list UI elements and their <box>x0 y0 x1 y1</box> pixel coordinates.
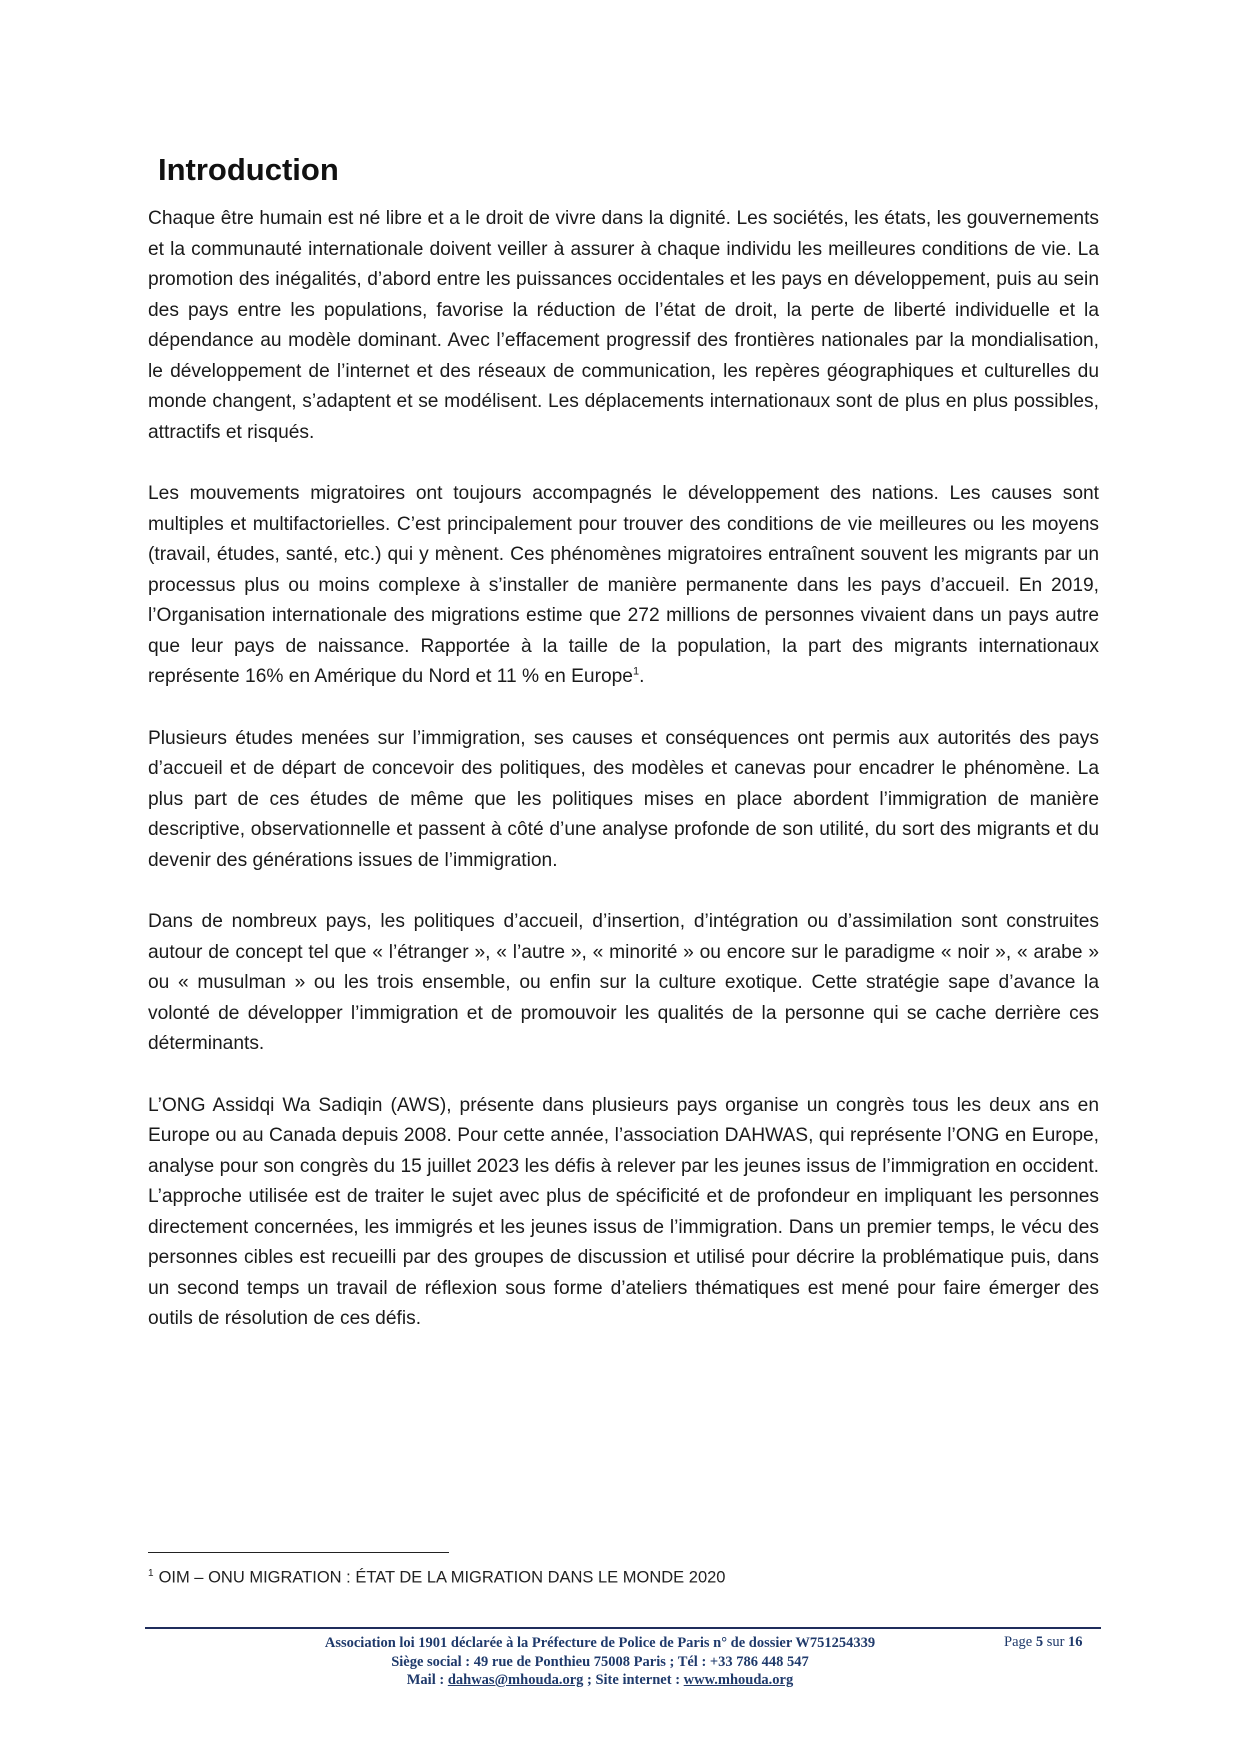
paragraph-3: Plusieurs études menées sur l’immigration, ses causes et conséquences ont permis aux autorités des pays d’accueil et de départ de concevoir des politiques, des modèles et canevas pour encadrer le phénomène. La plus part de ces études de même que les politiques mises en place abordent l’immigration de manière descriptive, observationnelle et passent à côté d’une analyse profonde de son utilité, du sort des migrants et du devenir des générations issues de l’immigration. <box>148 727 1099 871</box>
footnote-reference[interactable]: 1 <box>632 665 640 678</box>
page-footer <box>250 1634 950 1690</box>
current-page: 5 <box>1035 1634 1044 1650</box>
footer-association-line: Association loi 1901 déclarée à la Préfecture de Police de Paris n° de dossier W751254339 <box>324 1635 876 1651</box>
paragraph-2-end: . <box>639 666 645 687</box>
footer-divider <box>145 1627 1101 1629</box>
paragraph-2-text: Les mouvements migratoires ont toujours accompagnés le développement des nations. Les causes sont multiples et multifactorielles. C’est principalement pour trouver des conditions de vie meilleures ou les moyens (travail, études, santé, etc.) qui y mènent. Ces phénomènes migratoires entraînent souvent les migrants par un processus plus ou moins complexe à s’installer de manière permanente dans les pays d’accueil. En 2019, l’Organisation internationale des migrations estime que 272 millions de personnes vivaient dans un pays autre que leur pays de naissance. Rapportée à la taille de la population, la part des migrants internationaux représente 16% en Amérique du Nord et 11 % en Europe <box>148 483 1099 687</box>
footnote-number: 1 <box>148 1568 154 1579</box>
section-heading: Introduction <box>158 152 339 187</box>
page-separator: sur <box>1043 1634 1069 1650</box>
footer-contact-line <box>250 1671 950 1690</box>
site-label: ; Site internet : <box>583 1672 684 1688</box>
paragraph-1: Chaque être humain est né libre et a le droit de vivre dans la dignité. Les sociétés, les états, les gouvernements et la communauté internationale doivent veiller à assurer à chaque individu les meilleures conditions de vie. La promotion des inégalités, d’abord entre les puissances occidentales et les pays en développement, puis au sein des pays entre les populations, favorise la réduction de l’état de droit, la perte de liberté individuelle et la dépendance au modèle dominant. Avec l’effacement progressif des frontières nationales par la mondialisation, le développement de l’internet et des réseaux de communication, les repères géographiques et culturelles du monde changent, s’adaptent et se modélisent. Les déplacements internationaux sont de plus en plus possibles, attractifs et risqués. <box>148 208 1099 443</box>
footnote-text: OIM – ONU MIGRATION : ÉTAT DE LA MIGRATION DANS LE MONDE 2020 <box>158 1568 726 1587</box>
page-label: Page <box>1004 1634 1036 1650</box>
footnote <box>148 1568 725 1588</box>
paragraph-4: Dans de nombreux pays, les politiques d’accueil, d’insertion, d’intégration ou d’assimilation sont construites autour de concept tel que « l’étranger », « l’autre », « minorité » ou encore sur le paradigme « noir », « arabe » ou « musulman » ou les trois ensemble, ou enfin sur la culture exotique. Cette stratégie sape d’avance la volonté de développer l’immigration et de promouvoir les qualités de la personne qui se cache derrière ces déterminants. <box>148 911 1099 1054</box>
body-text <box>148 204 1099 1366</box>
footnote-separator <box>148 1552 449 1553</box>
total-pages: 16 <box>1068 1634 1083 1650</box>
paragraph-5: L’ONG Assidqi Wa Sadiqin (AWS), présente dans plusieurs pays organise un congrès tous les deux ans en Europe ou au Canada depuis 2008. Pour cette année, l’association DAHWAS, qui représente l’ONG en Europe, analyse pour son congrès du 15 juillet 2023 les défis à relever par les jeunes issus de l’immigration en occident. L’approche utilisée est de traiter le sujet avec plus de spécificité et de profondeur en impliquant les personnes directement concernées, les immigrés et les jeunes issus de l’immigration. Dans un premier temps, le vécu des personnes cibles est recueilli par des groupes de discussion et utilisé pour décrire la problématique puis, dans un second temps un travail de réflexion sous forme d’ateliers thématiques est mené pour faire émerger des outils de résolution de ces défis. <box>148 1094 1099 1329</box>
website-link[interactable]: www.mhouda.org <box>683 1672 794 1688</box>
mail-label: Mail : <box>406 1672 448 1688</box>
paragraph-2 <box>148 479 1099 693</box>
email-link[interactable]: dahwas@mhouda.org <box>447 1672 584 1688</box>
page-number <box>1004 1634 1083 1651</box>
footer-address-line: Siège social : 49 rue de Ponthieu 75008 Paris ; Tél : +33 786 448 547 <box>391 1653 809 1670</box>
